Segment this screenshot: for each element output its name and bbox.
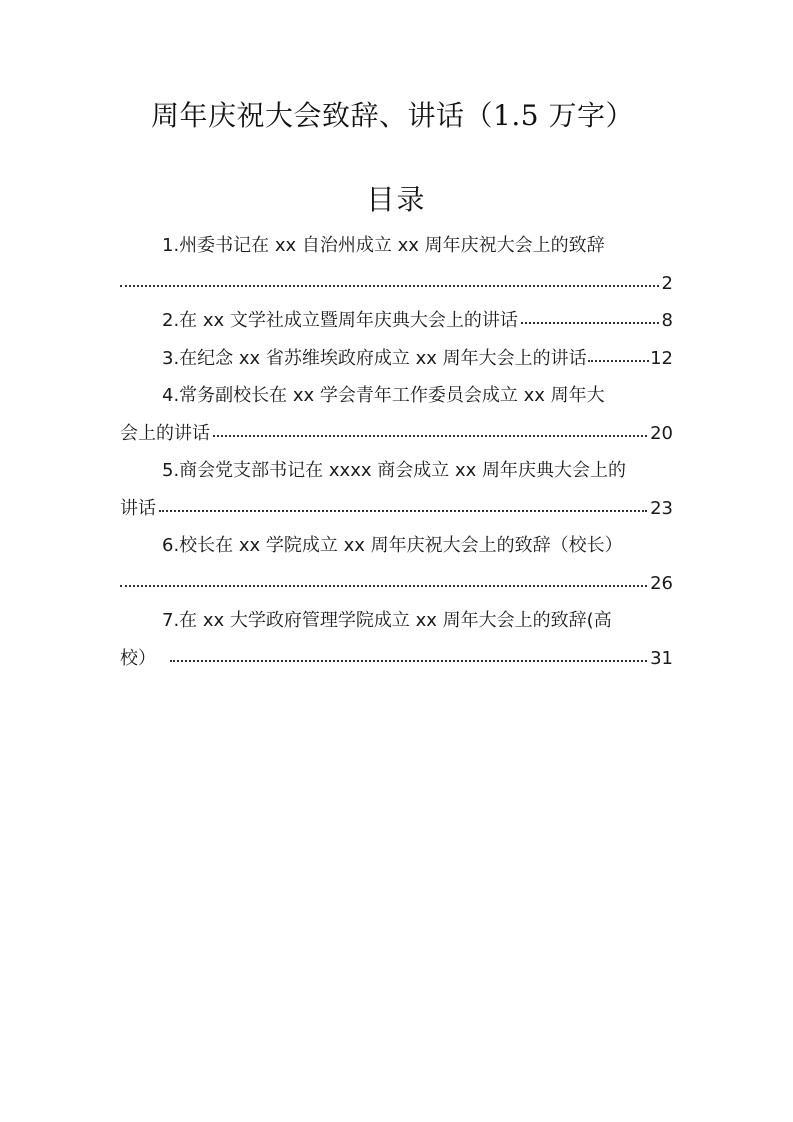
toc-entry-title: 5.商会党支部书记在 xxxx 商会成立 xx 周年庆典大会上的 bbox=[162, 460, 626, 481]
toc-page-number: 2 bbox=[661, 272, 673, 294]
dot-leader bbox=[120, 571, 647, 589]
toc-page-number: 26 bbox=[650, 572, 673, 594]
toc-entry-title: 6.校长在 xx 学院成立 xx 周年庆祝大会上的致辞（校长） bbox=[162, 535, 623, 556]
toc-entry-6[interactable] bbox=[120, 527, 673, 602]
toc-page-number: 12 bbox=[650, 347, 673, 369]
dot-leader bbox=[521, 308, 659, 326]
toc-entry-title: 2.在 xx 文学社成立暨周年庆典大会上的讲话 bbox=[162, 310, 518, 331]
toc-page-number: 8 bbox=[661, 310, 673, 331]
toc-page-number: 31 bbox=[650, 647, 673, 669]
toc-entry-3[interactable] bbox=[120, 340, 673, 378]
table-of-contents bbox=[120, 227, 673, 677]
toc-entry-5[interactable] bbox=[120, 452, 673, 527]
toc-entry-1[interactable] bbox=[120, 227, 673, 302]
toc-entry-title-cont: 校） bbox=[120, 647, 156, 669]
toc-entry-title: 7.在 xx 大学政府管理学院成立 xx 周年大会上的致辞(高 bbox=[162, 610, 612, 631]
document-title: 周年庆祝大会致辞、讲话（1.5 万字） bbox=[151, 99, 634, 132]
dot-leader bbox=[213, 421, 647, 439]
dot-leader bbox=[588, 346, 649, 364]
toc-page-number: 23 bbox=[650, 497, 673, 519]
toc-entry-title: 4.常务副校长在 xx 学会青年工作委员会成立 xx 周年大 bbox=[162, 385, 605, 406]
toc-entry-title: 1.州委书记在 xx 自治州成立 xx 周年庆祝大会上的致辞 bbox=[162, 235, 605, 256]
toc-entry-title-cont: 讲话 bbox=[120, 497, 156, 519]
toc-heading: 目录 bbox=[366, 183, 427, 216]
toc-entry-4[interactable] bbox=[120, 377, 673, 452]
toc-page-number: 20 bbox=[650, 422, 673, 444]
toc-entry-7[interactable] bbox=[120, 602, 673, 677]
dot-leader bbox=[120, 271, 659, 289]
dot-leader bbox=[159, 496, 647, 514]
toc-entry-title: 3.在纪念 xx 省苏维埃政府成立 xx 周年大会上的讲话 bbox=[162, 347, 587, 369]
toc-entry-title-cont: 会上的讲话 bbox=[120, 422, 210, 444]
dot-leader bbox=[170, 646, 647, 664]
toc-entry-2[interactable] bbox=[120, 302, 673, 340]
